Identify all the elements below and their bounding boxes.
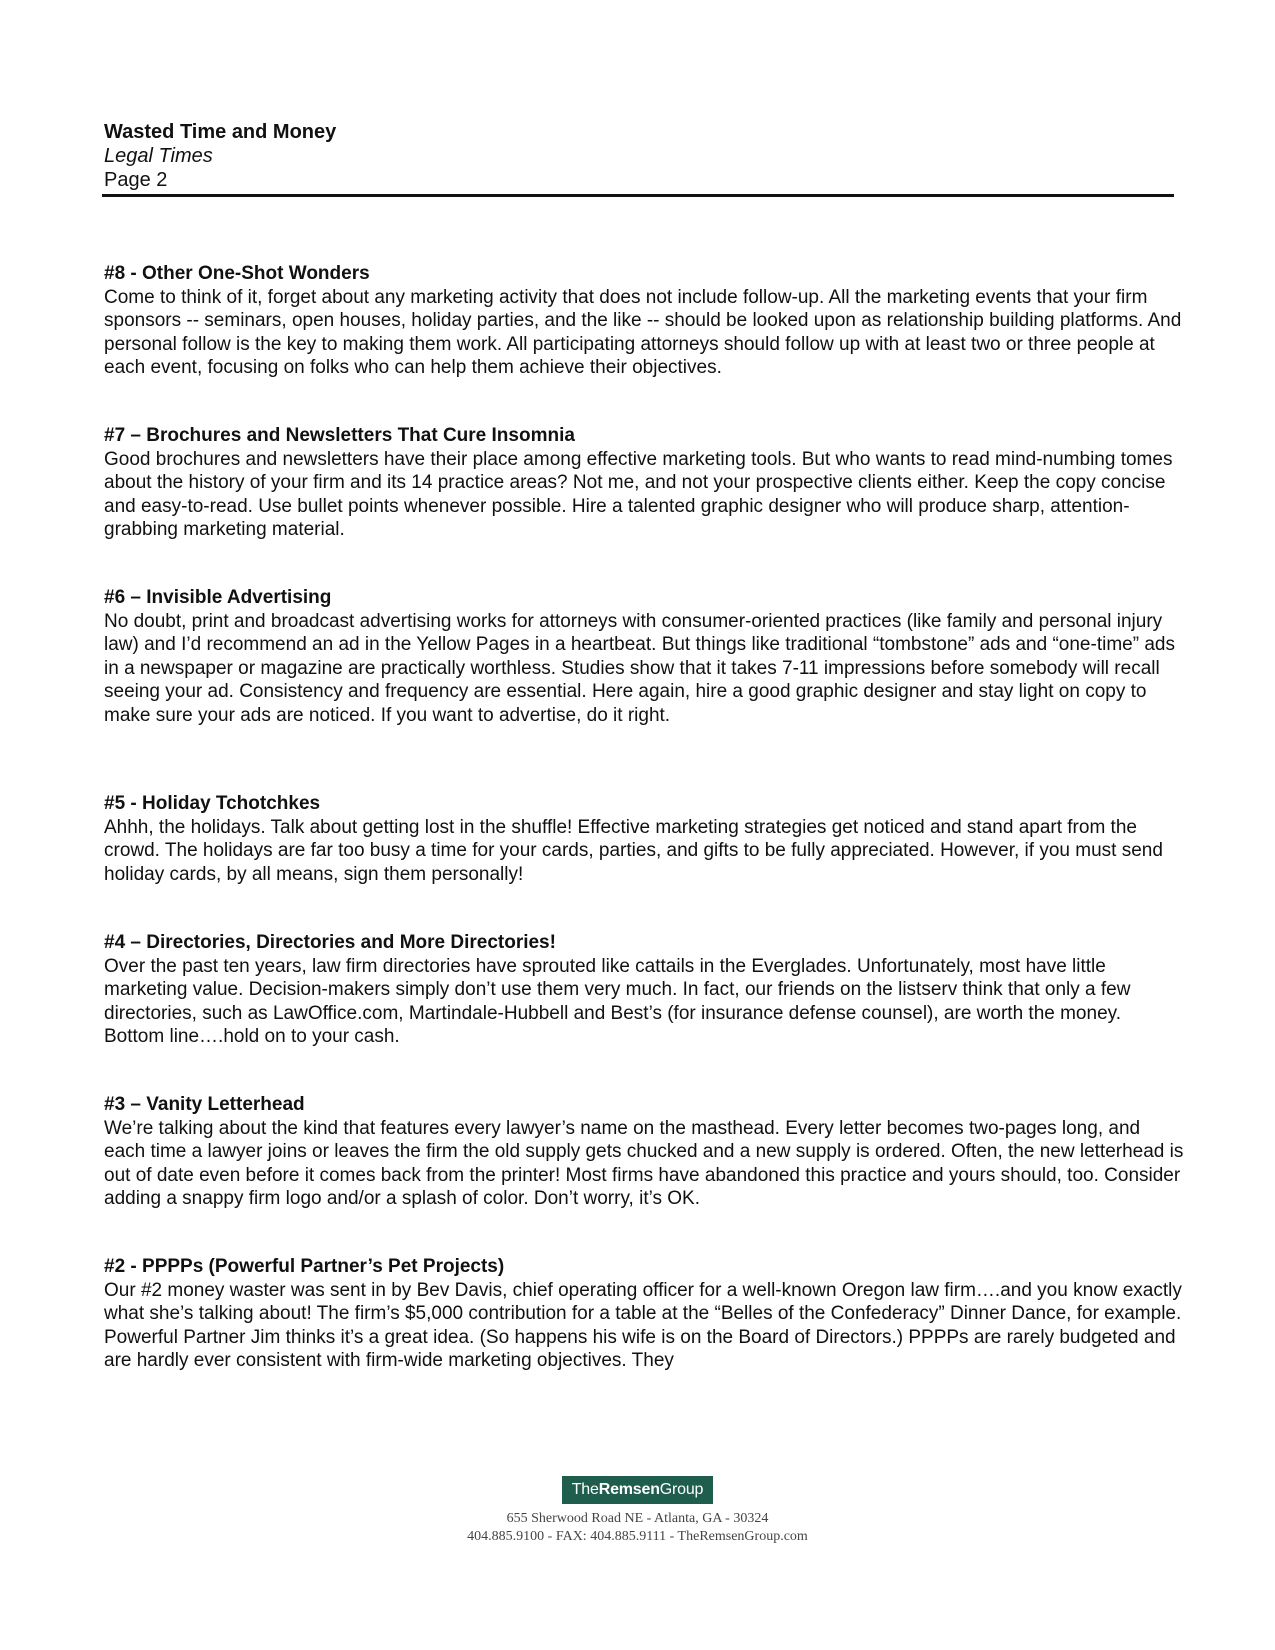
section-body: Ahhh, the holidays. Talk about getting lost in the shuffle! Effective marketing strategies get noticed and stand apart from the crowd. The holidays are far too busy a time for your cards, parties, and gifts to be fully appreciated. However, if you must send holiday cards, by all means, sign them personally! [104, 816, 1163, 885]
section-body: No doubt, print and broadcast advertising works for attorneys with consumer-oriented practices (like family and personal injury law) and I’d recommend an ad in the Yellow Pages in a heartbeat. But things like traditional “tombstone” ads and “one-time” ads in a newspaper or magazine are practically worthless. Studies show that it takes 7-11 impressions before somebody will recall seeing your ad. Consistency and frequency are essential. Here again, hire a good graphic designer and stay light on copy to make sure your ads are noticed. If you want to advertise, do it right. [104, 610, 1175, 726]
logo-word-the: The [571, 1481, 599, 1498]
document-title: Wasted Time and Money [104, 121, 337, 143]
document-header [104, 120, 1172, 192]
header-rule [102, 194, 1174, 197]
section-body: Good brochures and newsletters have their place among effective marketing tools. But who wants to read mind-numbing tomes about the history of your firm and its 14 practice areas? Not me, and not your prospective clients either. Keep the copy concise and easy-to-read. Use bullet points whenever possible. Hire a talented graphic designer who will produce sharp, attention-grabbing marketing material. [104, 448, 1173, 541]
section-heading: #2 - PPPPs (Powerful Partner’s Pet Projects) [104, 1256, 505, 1277]
section-heading: #3 – Vanity Letterhead [104, 1094, 305, 1115]
section-heading: #6 – Invisible Advertising [104, 587, 332, 608]
section-4 [104, 931, 1184, 1049]
section-heading: #4 – Directories, Directories and More Directories! [104, 932, 556, 953]
section-8 [104, 262, 1184, 380]
section-body: Over the past ten years, law firm directories have sprouted like cattails in the Everglades. Unfortunately, most have little marketing value. Decision-makers simply don’t use them very much. In fact, our friends on the listserv think that only a few directories, such as LawOffice.com, Martindale-Hubbell and Best’s (for insurance defense counsel), are worth the money. Bottom line….hold on to your cash. [104, 955, 1131, 1048]
logo-word-group: Group [659, 1481, 704, 1498]
footer-address: 655 Sherwood Road NE - Atlanta, GA - 30324 [506, 1511, 769, 1526]
section-3 [104, 1093, 1184, 1211]
section-heading: #5 - Holiday Tchotchkes [104, 793, 321, 814]
section-5 [104, 792, 1184, 886]
section-6 [104, 586, 1184, 728]
logo-word-remsen: Remsen [598, 1481, 660, 1498]
section-heading: #8 - Other One-Shot Wonders [104, 263, 370, 284]
section-2 [104, 1255, 1184, 1373]
page-number: Page 2 [104, 169, 168, 191]
section-body: Our #2 money waster was sent in by Bev Davis, chief operating officer for a well-known Oregon law firm….and you know exactly what she’s talking about! The firm’s $5,000 contribution for a table at the “Belles of the Confederacy” Dinner Dance, for example. Powerful Partner Jim thinks it’s a great idea. (So happens his wife is on the Board of Directors.) PPPPs are rarely budgeted and are hardly ever consistent with firm-wide marketing objectives. They [104, 1279, 1182, 1372]
remsen-group-logo [562, 1476, 714, 1504]
section-body: We’re talking about the kind that features every lawyer’s name on the masthead. Every letter becomes two-pages long, and each time a lawyer joins or leaves the firm the old supply gets chucked and a new supply is ordered. Often, the new letterhead is out of date even before it comes back from the printer! Most firms have abandoned this practice and yours should, too. Consider adding a snappy firm logo and/or a splash of color. Don’t worry, it’s OK. [104, 1117, 1184, 1210]
document-footer [0, 1476, 1275, 1546]
publication-name: Legal Times [104, 145, 213, 167]
section-heading: #7 – Brochures and Newsletters That Cure Insomnia [104, 425, 575, 446]
footer-contact: 404.885.9100 - FAX: 404.885.9111 - TheRemsenGroup.com [467, 1529, 808, 1544]
section-7 [104, 424, 1184, 542]
section-body: Come to think of it, forget about any marketing activity that does not include follow-up. All the marketing events that your firm sponsors -- seminars, open houses, holiday parties, and the like -- should be looked upon as relationship building platforms. And personal follow is the key to making them work. All participating attorneys should follow up with at least two or three people at each event, focusing on folks who can help them achieve their objectives. [104, 286, 1182, 379]
